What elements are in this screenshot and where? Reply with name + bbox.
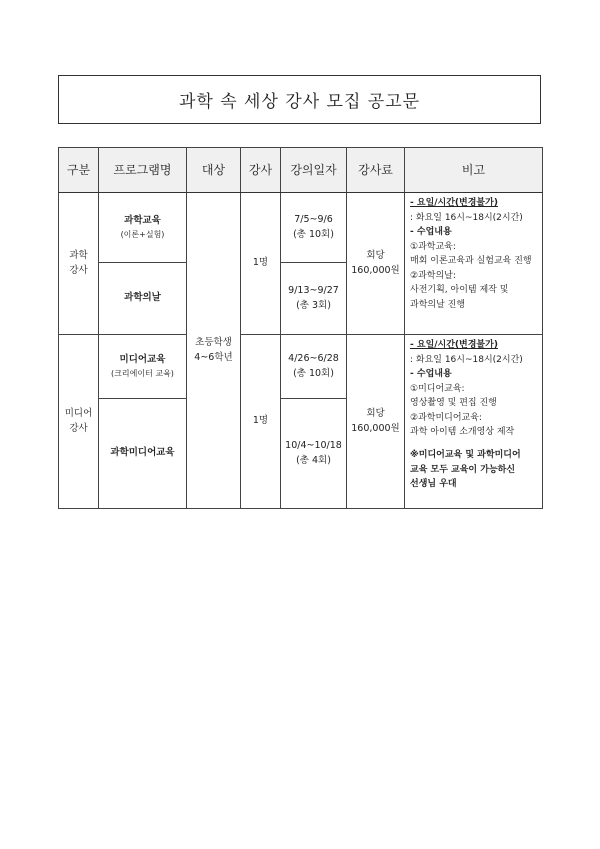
instructor-media: 1명 xyxy=(241,335,281,509)
document-title: 과학 속 세상 강사 모집 공고문 xyxy=(58,75,541,124)
header-fee: 강사료 xyxy=(347,148,405,193)
dates-science-education: 7/5~9/6 (총 10회) xyxy=(281,193,347,263)
header-category: 구분 xyxy=(59,148,99,193)
table-row xyxy=(59,193,543,263)
instructor-science: 1명 xyxy=(241,193,281,335)
header-row xyxy=(59,148,543,193)
header-program: 프로그램명 xyxy=(99,148,187,193)
dates-media-education: 4/26~6/28 (총 10회) xyxy=(281,335,347,399)
table-row xyxy=(59,335,543,399)
category-media: 미디어 강사 xyxy=(59,335,99,509)
notes-media: - 요일/시간(변경불가) : 화요일 16시~18시(2시간) - 수업내용 ①미디어교육: 영상촬영 및 편집 진행 ②과학미디어교육: 과학 아이템 소개영상 제작 ※미디어교육 및 과학미디어 교육 모두 교육이 가능하신 선생님 우대 xyxy=(405,335,543,509)
dates-science-media: 10/4~10/18 (총 4회) xyxy=(281,399,347,509)
program-science-day: 과학의날 xyxy=(99,263,187,335)
program-science-media: 과학미디어교육 xyxy=(99,399,187,509)
category-science: 과학 강사 xyxy=(59,193,99,335)
header-dates: 강의일자 xyxy=(281,148,347,193)
header-instructor: 강사 xyxy=(241,148,281,193)
target-cell: 초등학생 4~6학년 xyxy=(187,193,241,509)
program-media-education: 미디어교육 (크리에이터 교육) xyxy=(99,335,187,399)
dates-science-day: 9/13~9/27 (총 3회) xyxy=(281,263,347,335)
recruitment-table xyxy=(58,147,543,509)
header-notes: 비고 xyxy=(405,148,543,193)
fee-media: 회당 160,000원 xyxy=(347,335,405,509)
fee-science: 회당 160,000원 xyxy=(347,193,405,335)
header-target: 대상 xyxy=(187,148,241,193)
program-science-education: 과학교육 (이론+실험) xyxy=(99,193,187,263)
notes-science: - 요일/시간(변경불가) : 화요일 16시~18시(2시간) - 수업내용 ①과학교육: 매회 이론교육과 실험교육 진행 ②과학의날: 사전기획, 아이템 제작 및 과학의날 진행 xyxy=(405,193,543,335)
